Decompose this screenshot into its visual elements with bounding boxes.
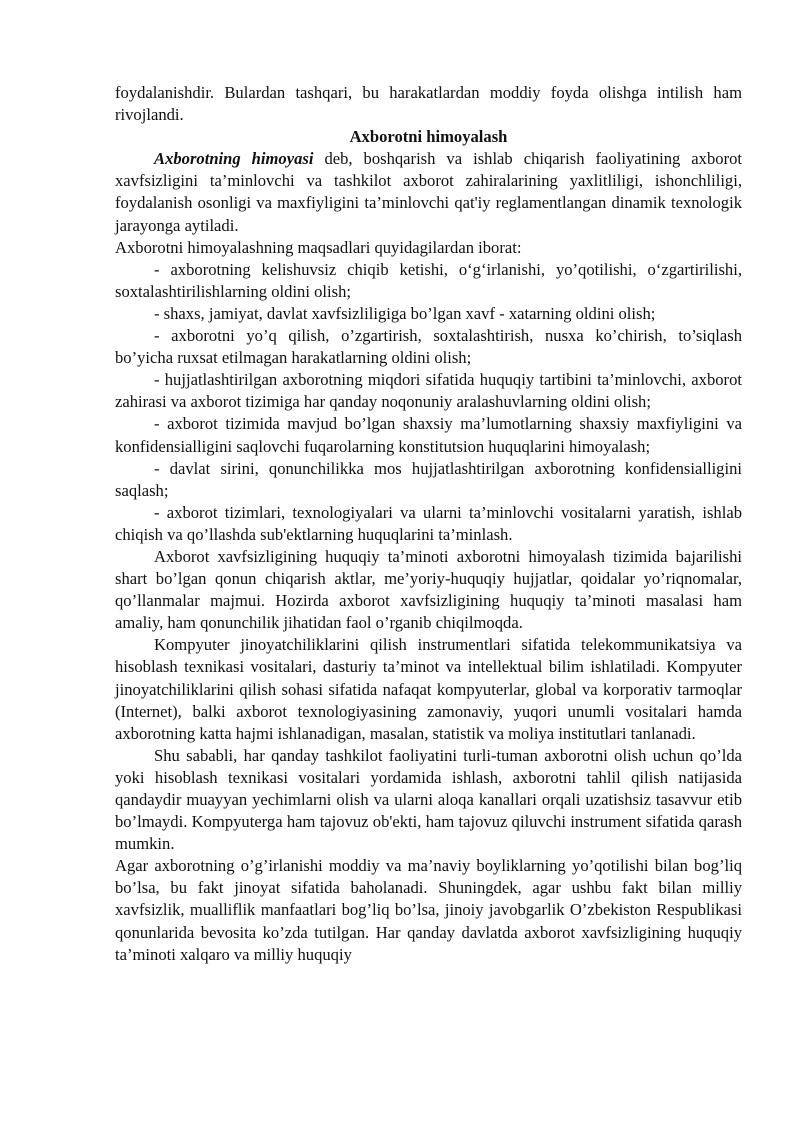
paragraph-computer-crime: Kompyuter jinoyatchiliklarini qilish instrumentlari sifatida telekommunikatsiya va hisoblash texnikasi vositalari, dasturiy ta’minot va intellektual bilim ishlatiladi. Kompyuter jinoyatchiliklarini qilish sohasi sifatida nafaqat kompyuterlar, global va korporativ tarmoqlar (Internet), balki axborot texnologiyasining zamonaviy, yuqori unumli vositalari hamda axborotning katta hajmi ishlanadigan, masalan, statistik va moliya institutlari tanlanadi.	[115, 635, 742, 743]
section-heading: Axborotni himoyalash	[349, 127, 508, 147]
paragraph-goals-intro: Axborotni himoyalashning maqsadlari quyidagilardan iborat:	[115, 237, 522, 257]
list-item: - axborotning kelishuvsiz chiqib ketishi, o‘g‘irlanishi, yo’qotilishi, o‘zgartirilishi, soxtalashtirilishlarning oldini olish;	[115, 259, 742, 301]
defined-term: Axborotning himoyasi	[154, 149, 314, 169]
list-item: - hujjatlashtirilgan axborotning miqdori sifatida huquqiy tartibini ta’minlovchi, axborot zahirasi va axborot tizimiga har qanday noqonuniy aralashuvlarning oldini olish;	[115, 370, 742, 412]
list-item: - axborotni yo’q qilish, o’zgartirish, soxtalashtirish, nusxa ko’chirish, to’siqlash bo’yicha ruxsat etilmagan harakatlarning oldini olish;	[115, 326, 742, 368]
paragraph-legal: Axborot xavfsizligining huquqiy ta’minoti axborotni himoyalash tizimida bajarilishi shart bo’lgan qonun chiqarish aktlar, me’yoriy-huquqiy hujjatlar, qoidalar yo’riqnomalar, qo’llanmalar majmui. Hozirda axborot xavfsizligining huquqiy ta’minoti masalasi ham amaliy, ham qonunchilik jihatidan faol o’rganib chiqilmoqda.	[115, 546, 742, 633]
paragraph-definition	[115, 148, 742, 236]
list-item: - shaxs, jamiyat, davlat xavfsizliligiga bo’lgan xavf - xatarning oldini olish;	[154, 303, 656, 323]
paragraph-theft: Agar axborotning o’g’irlanishi moddiy va ma’naviy boyliklarning yo’qotilishi bilan bog’liq bo’lsa, bu fakt jinoyat sifatida baholanadi. Shuningdek, agar ushbu fakt bilan milliy xavfsizlik, mualliflik manfaatlari bog’liq bo’lsa, jinoiy javobgarlik O’zbekiston Respublikasi qonunlarida bevosita ko’zda tutilgan. Har qanday davlatda axborot xavfsizligining huquqiy ta’minoti xalqaro va milliy huquqiy	[115, 856, 742, 964]
paragraph-organization: Shu sababli, har qanday tashkilot faoliyatini turli-tuman axborotni olish uchun qo’lda yoki hisoblash texnikasi vositalari yordamida ishlash, axborotni tahlil qilish natijasida qandaydir muayyan yechimlarni olish va ularni aloqa kanallari orqali uzatishsiz tasavvur etib bo’lmaydi. Kompyuterga ham tajovuz ob'ekti, ham tajovuz qiluvchi instrument sifatida qarash mumkin.	[115, 745, 742, 854]
list-item: - axborot tizimida mavjud bo’lgan shaxsiy ma’lumotlarning shaxsiy maxfiyligini va konfidensialligini saqlovchi fuqarolarning konstitutsion huquqlarini himoyalash;	[115, 414, 742, 456]
list-item: - davlat sirini, qonunchilikka mos hujjatlashtirilgan axborotning konfidensialligini saqlash;	[115, 458, 742, 500]
document-page	[115, 82, 742, 966]
paragraph-intro: foydalanishdir. Bulardan tashqari, bu harakatlardan moddiy foyda olishga intilish ham rivojlandi.	[115, 83, 742, 125]
list-item: - axborot tizimlari, texnologiyalari va ularni ta’minlovchi vositalarni yaratish, ishlab chiqish va qo’llashda sub'ektlarning huquqlarini ta’minlash.	[115, 502, 742, 544]
definition-text: deb, boshqarish va ishlab chiqarish faoliyatining axborot xavfsizligini ta’minlovchi va tashkilot axborot zahiralarining yaxlitliligi, ishonchliligi, foydalanish osonligi va maxfiyligini ta’minlovchi qat'iy reglamentlangan dinamik texnologik jarayonga aytiladi.	[115, 149, 742, 235]
